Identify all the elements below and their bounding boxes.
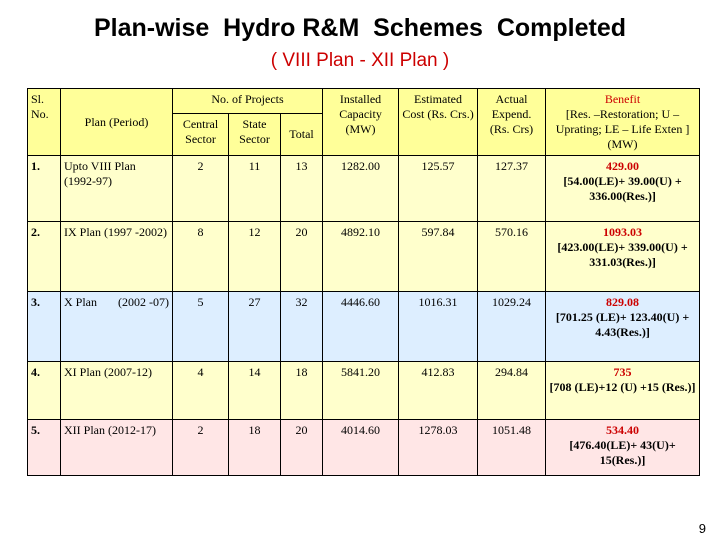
header-estimated: Estimated Cost (Rs. Crs.): [399, 89, 478, 156]
benefit-value: 829.08: [606, 295, 640, 309]
row-estimated: 1278.03: [399, 420, 478, 476]
slide-subtitle: ( VIII Plan - XII Plan ): [270, 50, 450, 71]
table-row: [28, 292, 700, 362]
header-plan: [61, 89, 173, 156]
row-no: 2.: [28, 222, 61, 292]
benefit-detail: [708 (LE)+12 (U) +15 (Res.)]: [549, 380, 696, 394]
benefit-value: 1093.03: [603, 225, 643, 239]
header-benefit: [546, 89, 700, 156]
row-plan: Upto VIII Plan (1992-97): [61, 156, 173, 222]
header-total: Total: [281, 113, 323, 155]
table-row: [28, 156, 700, 222]
row-estimated: 125.57: [399, 156, 478, 222]
row-installed: 4892.10: [323, 222, 399, 292]
header-projects: No. of Projects: [173, 89, 323, 114]
row-no: 5.: [28, 420, 61, 476]
row-state: 12: [229, 222, 281, 292]
row-actual: 570.16: [478, 222, 546, 292]
schemes-table: [27, 88, 700, 476]
header-installed: Installed Capacity (MW): [323, 89, 399, 156]
row-central: 5: [173, 292, 229, 362]
row-state: 14: [229, 362, 281, 420]
row-estimated: 412.83: [399, 362, 478, 420]
row-installed: 4014.60: [323, 420, 399, 476]
row-actual: 127.37: [478, 156, 546, 222]
row-plan: XII Plan (2012-17): [61, 420, 173, 476]
header-row-1: [28, 89, 700, 114]
row-central: 2: [173, 156, 229, 222]
table-row: [28, 222, 700, 292]
row-total: 13: [281, 156, 323, 222]
row-plan: XI Plan (2007-12): [61, 362, 173, 420]
table-row: [28, 420, 700, 476]
benefit-detail: [701.25 (LE)+ 123.40(U) + 4.43(Res.)]: [555, 310, 690, 339]
row-central: 8: [173, 222, 229, 292]
row-state: 11: [229, 156, 281, 222]
table-row: [28, 362, 700, 420]
row-central: 2: [173, 420, 229, 476]
benefit-value: 534.40: [606, 423, 640, 437]
row-central: 4: [173, 362, 229, 420]
row-total: 32: [281, 292, 323, 362]
header-actual: Actual Expend. (Rs. Crs): [478, 89, 546, 156]
row-no: 4.: [28, 362, 61, 420]
benefit-value: 429.00: [606, 159, 640, 173]
row-benefit: [546, 420, 700, 476]
header-slno: Sl. No.: [28, 89, 61, 156]
row-benefit: [546, 292, 700, 362]
benefit-detail: [54.00(LE)+ 39.00(U) + 336.00(Res.)]: [563, 174, 682, 203]
row-total: 20: [281, 222, 323, 292]
row-no: 3.: [28, 292, 61, 362]
row-no: 1.: [28, 156, 61, 222]
header-central: Central Sector: [173, 113, 229, 155]
row-actual: 1051.48: [478, 420, 546, 476]
row-estimated: 597.84: [399, 222, 478, 292]
row-state: 18: [229, 420, 281, 476]
header-plan-label: Plan (Period): [84, 114, 149, 129]
row-state: 27: [229, 292, 281, 362]
benefit-value: 735: [613, 365, 632, 379]
row-installed: 5841.20: [323, 362, 399, 420]
page-number: 9: [698, 521, 706, 536]
row-total: 20: [281, 420, 323, 476]
row-plan: IX Plan (1997 -2002): [61, 222, 173, 292]
row-benefit: [546, 156, 700, 222]
row-actual: 1029.24: [478, 292, 546, 362]
row-plan: X Plan (2002 -07): [61, 292, 173, 362]
header-state: State Sector: [229, 113, 281, 155]
row-estimated: 1016.31: [399, 292, 478, 362]
row-installed: 4446.60: [323, 292, 399, 362]
row-benefit: [546, 222, 700, 292]
row-installed: 1282.00: [323, 156, 399, 222]
header-benefit-desc: [Res. –Restoration; U – Uprating; LE – Life Exten ] (MW): [555, 107, 690, 151]
benefit-detail: [476.40(LE)+ 43(U)+ 15(Res.)]: [569, 438, 676, 467]
row-benefit: [546, 362, 700, 420]
slide-title: Plan-wise Hydro R&M Schemes Completed: [93, 14, 627, 42]
row-actual: 294.84: [478, 362, 546, 420]
row-total: 18: [281, 362, 323, 420]
header-benefit-title: Benefit: [604, 92, 641, 106]
benefit-detail: [423.00(LE)+ 339.00(U) + 331.03(Res.)]: [557, 240, 688, 269]
